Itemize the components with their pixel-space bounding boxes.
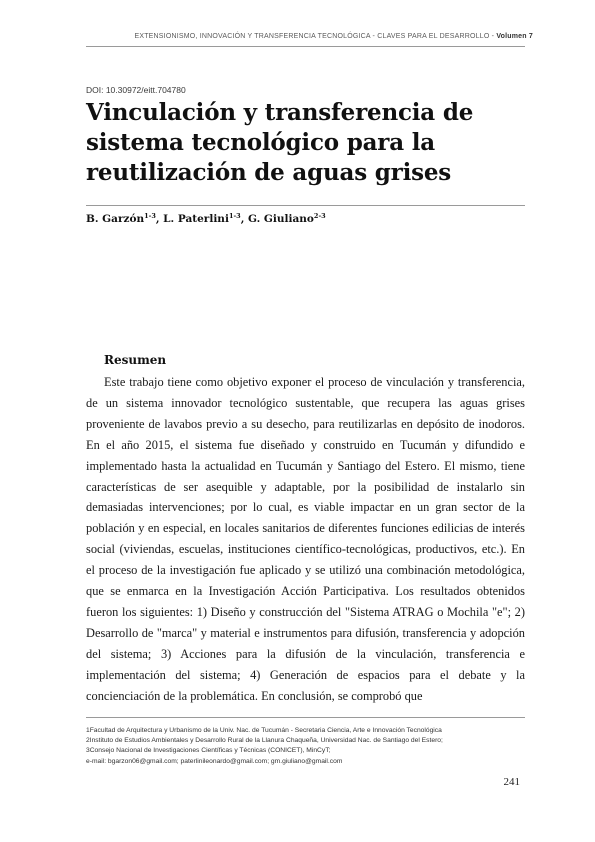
footnote-affiliation-2: 2Instituto de Estudios Ambientales y Desarrollo Rural de la Llanura Chaqueña, Universidad Nac. de Santiago del Estero; xyxy=(86,737,443,745)
header-divider xyxy=(86,46,525,47)
running-title: EXTENSIONISMO, INNOVACIÓN Y TRANSFERENCIA TECNOLÓGICA - CLAVES PARA EL DESARROLLO - xyxy=(134,33,495,40)
footnote-affiliation-3: 3Consejo Nacional de Investigaciones Científicas y Técnicas (CONICET), MinCyT; xyxy=(86,747,331,755)
author: G. Giuliano$^{2-3}$ xyxy=(248,212,326,225)
author: B. Garzón$^{1-3}$, xyxy=(86,212,164,225)
abstract-heading: Resumen xyxy=(104,353,167,367)
author: L. Paterlini$^{1-3}$, xyxy=(163,212,248,225)
footnote-divider xyxy=(86,717,525,718)
author-list xyxy=(86,212,326,225)
running-header xyxy=(0,33,595,40)
doi: DOI: 10.30972/eitt.704780 xyxy=(86,85,186,95)
footnotes xyxy=(86,726,531,767)
volume-label: Volumen 7 xyxy=(496,33,533,40)
abstract-text: Este trabajo tiene como objetivo exponer el proceso de vinculación y transferencia, de un sistema innovador tecnológico sustentable, que recupera las aguas grises proveniente de lavabos previo a su desecho, para reutilizarlas en depósito de inodoros. En el año 2015, el sistema fue diseñado y construido en Tucumán y difundido e implementado hasta la actualidad en Tucumán y Santiago del Estero. El mismo, tiene características de ser asequible y adaptable, por la posibilidad de instalarlo sin demasiadas intervenciones; por lo cual, es viable impactar en un gran sector de la población y en especial, en locales sanitarios de diferentes funciones edilicias de interés social (viviendas, escuelas, instituciones científico-tecnológicas, productivos, etc.). En el proceso de la investigación fue aplicado y se utilizó una combinación metodológica, que se enmarca en la Investigación Acción Participativa. Los resultados obtenidos fueron los siguientes: 1) Diseño y construcción del "Sistema ATRAG o Mochila "e"; 2) Desarrollo de "marca" y material e instrumentos para difusión, transferencia y adopción del sistema; 3) Acciones para la difusión de la vinculación, transferencia e implementación del sistema; 4) Generación de espacios para el debate y la concienciación de la problemática. En conclusión, se comprobó que xyxy=(86,375,525,703)
footnote-affiliation-1: 1Facultad de Arquitectura y Urbanismo de la Univ. Nac. de Tucumán - Secretaria Ciencia, Arte e Innovación Tecnológica xyxy=(86,727,442,734)
footnote-emails: e-mail: bgarzon06@gmail.com; paterlinileonardo@gmail.com; gm.giuliano@gmail.com xyxy=(86,757,343,765)
article-title: Vinculación y transferencia de sistema tecnológico para la reutilización de aguas grises xyxy=(86,99,474,186)
title-divider xyxy=(86,205,525,206)
page-number: 241 xyxy=(503,776,520,788)
